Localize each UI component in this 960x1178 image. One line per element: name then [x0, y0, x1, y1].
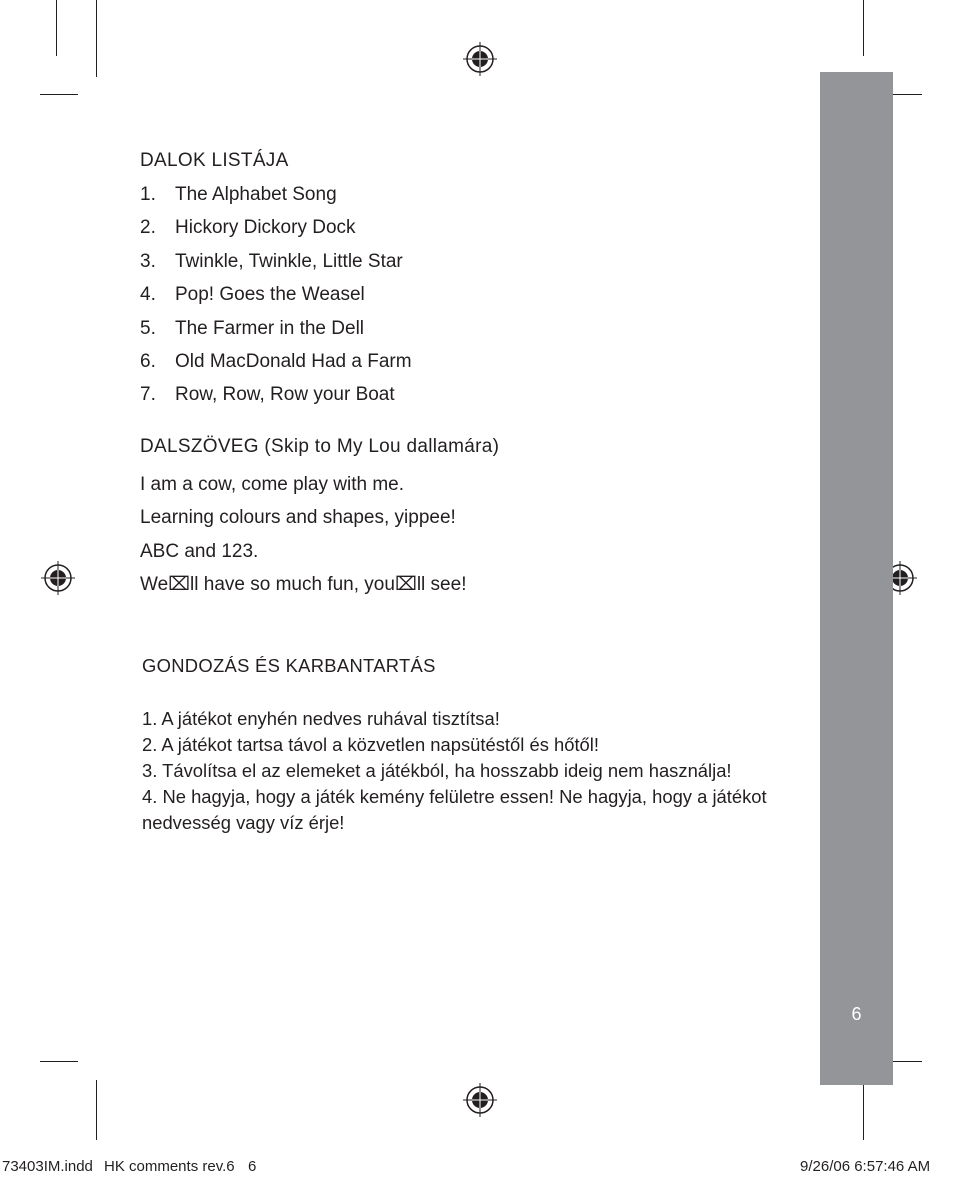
- crop-mark: [56, 0, 57, 56]
- care-item: 3. Távolítsa el az elemeket a játékból, ha hosszabb ideig nem használja!: [142, 760, 732, 781]
- care-instructions: [142, 706, 802, 836]
- footer-file: 73403IM.indd: [2, 1158, 93, 1175]
- page-number: 6: [851, 1004, 862, 1024]
- lyric-line: We⌧ll have so much fun, you⌧ll see!: [140, 574, 467, 596]
- crop-mark: [863, 1080, 864, 1140]
- lyric-line: I am a cow, come play with me.: [140, 474, 404, 495]
- list-item: 5. The Farmer in the Dell: [140, 317, 365, 339]
- care-item: 1. A játékot enyhén nedves ruhával tisztítsa!: [142, 708, 500, 729]
- lyrics-heading: DALSZÖVEG (Skip to My Lou dallamára): [140, 436, 500, 457]
- list-item: 6. Old MacDonald Had a Farm: [140, 350, 412, 372]
- list-item: 1. The Alphabet Song: [140, 184, 337, 205]
- lyric-line: ABC and 123.: [140, 540, 259, 562]
- care-item: 4. Ne hagyja, hogy a játék kemény felületre essen! Ne hagyja, hogy a játékot nedvesség vagy víz érje!: [142, 786, 767, 833]
- crop-mark: [96, 0, 97, 77]
- footer-timestamp: 9/26/06 6:57:46 AM: [800, 1158, 931, 1175]
- footer-page: 6: [248, 1158, 257, 1175]
- lyrics-block: [140, 468, 466, 602]
- list-item: 3. Twinkle, Twinkle, Little Star: [140, 250, 403, 272]
- registration-mark-icon: [463, 1083, 497, 1117]
- song-list-heading: DALOK LISTÁJA: [140, 150, 289, 171]
- lyric-line: Learning colours and shapes, yippee!: [140, 507, 456, 529]
- crop-mark: [863, 0, 864, 56]
- registration-mark-icon: [463, 42, 497, 76]
- list-item: 7. Row, Row, Row your Boat: [140, 384, 395, 406]
- footer-comment: HK comments rev.6: [104, 1158, 235, 1175]
- registration-mark-icon: [41, 561, 75, 595]
- crop-mark: [40, 1061, 78, 1062]
- care-heading: GONDOZÁS ÉS KARBANTARTÁS: [142, 655, 436, 676]
- list-item: 2. Hickory Dickory Dock: [140, 217, 356, 239]
- crop-mark: [40, 94, 78, 95]
- crop-mark: [96, 1080, 97, 1140]
- care-item: 2. A játékot tartsa távol a közvetlen napsütéstől és hőtől!: [142, 734, 599, 755]
- side-tab: [820, 72, 893, 1085]
- song-list: [140, 178, 412, 412]
- list-item: 4. Pop! Goes the Weasel: [140, 284, 365, 306]
